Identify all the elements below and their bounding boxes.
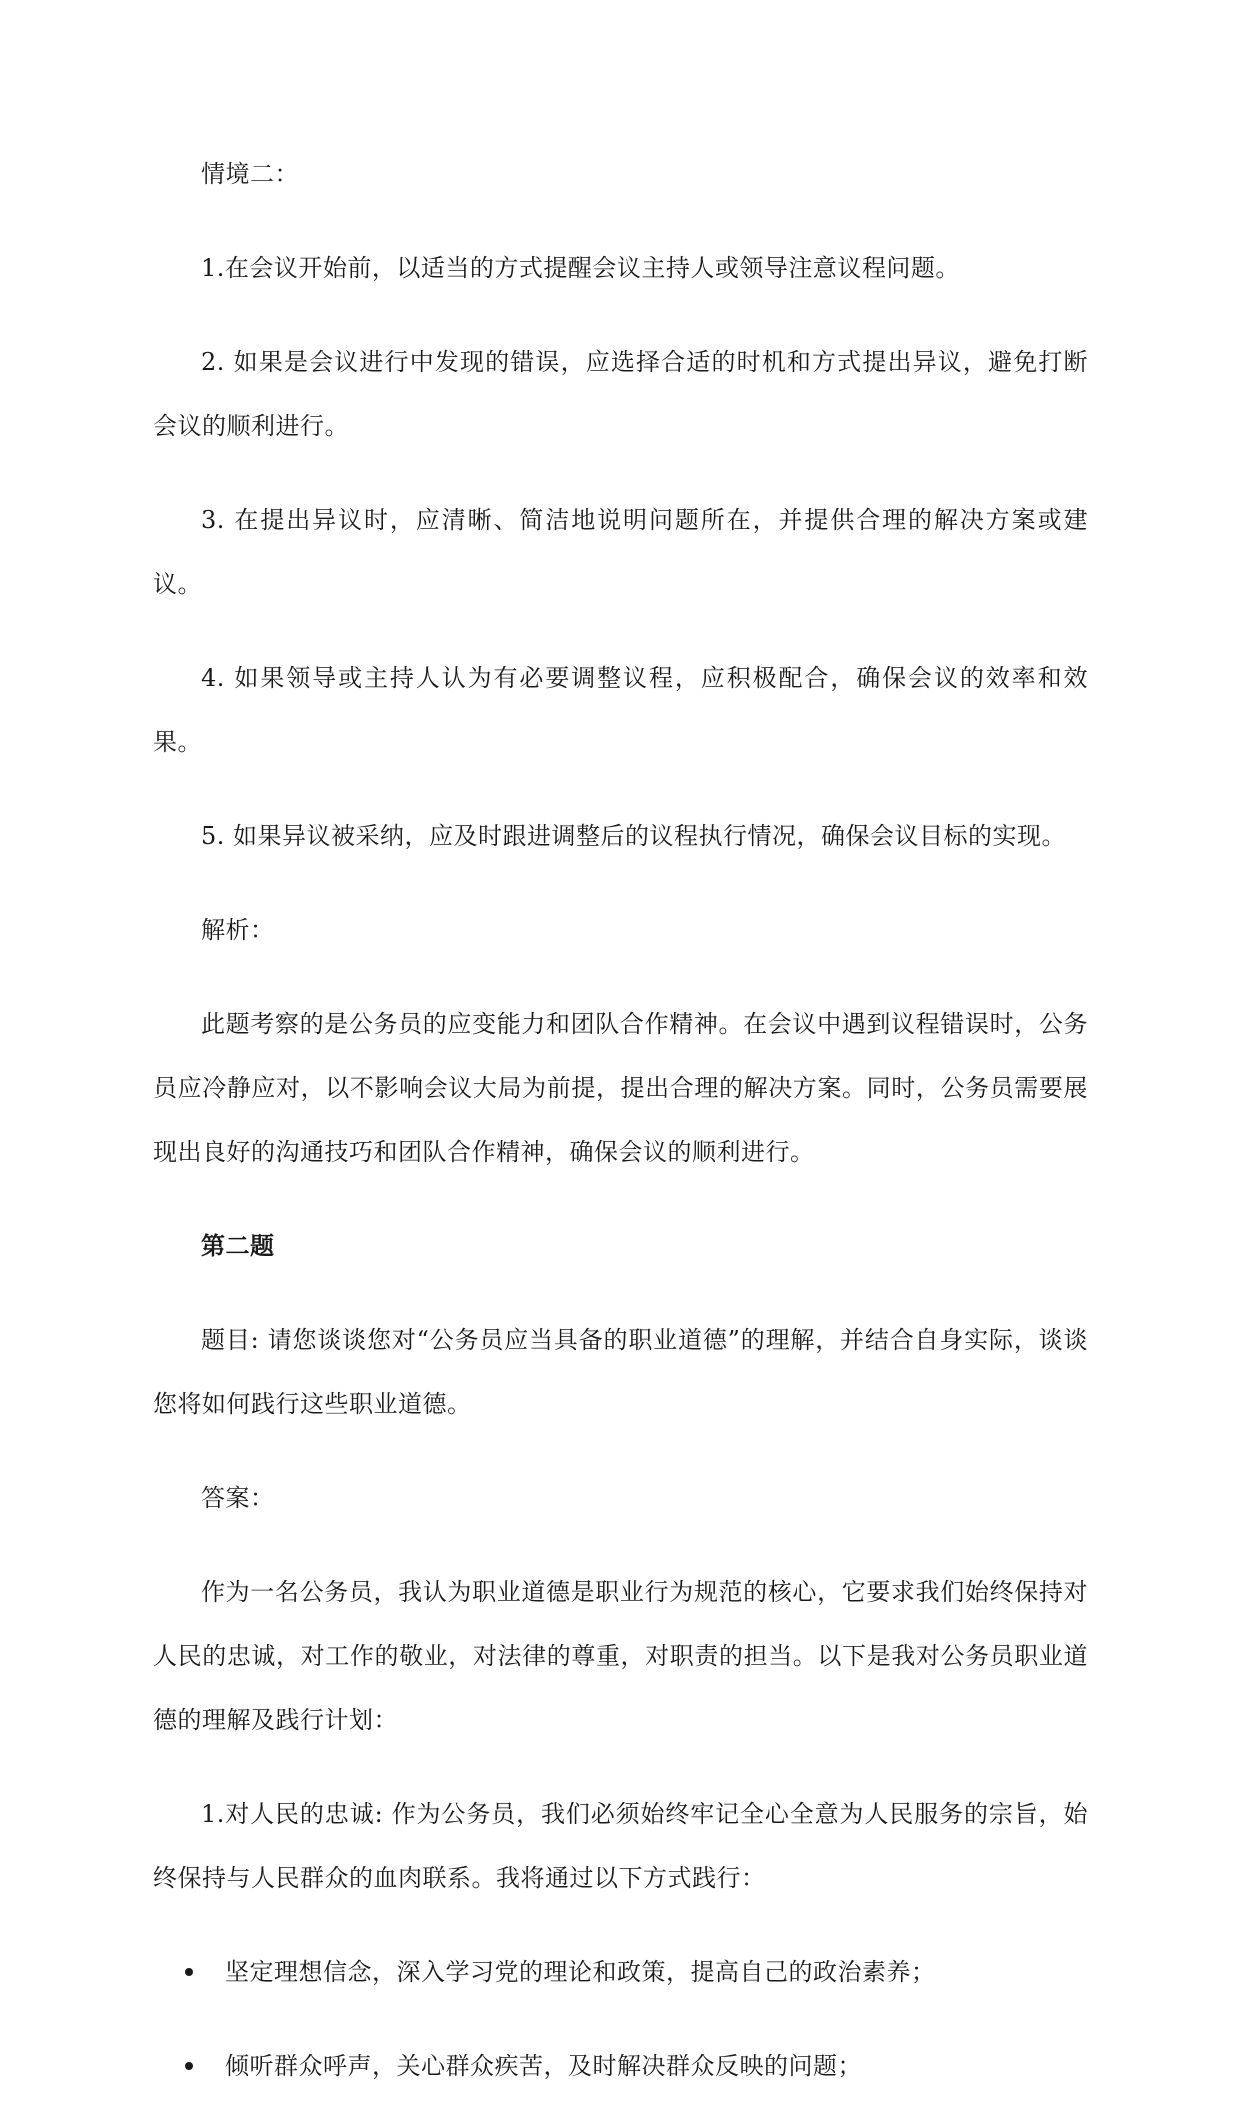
analysis-label: 解析： [201, 916, 275, 944]
question-text: 题目: 请您谈谈您对“公务员应当具备的职业道德”的理解，并结合自身实际，谈谈您将如何践行这些职业道德。 [153, 1326, 1088, 1418]
scenario-point-2: 2. 如果是会议进行中发现的错误，应选择合适的时机和方式提出异议，避免打断会议的顺利进行。 [153, 348, 1088, 440]
scenario-point-5: 5. 如果异议被采纳，应及时跟进调整后的议程执行情况，确保会议目标的实现。 [201, 822, 1067, 850]
practice-list [153, 1940, 1088, 2098]
scenario-two-label: 情境二： [201, 160, 299, 188]
list-item-text: 坚定理想信念，深入学习党的理论和政策，提高自己的政治素养； [225, 1958, 936, 1986]
bullet-icon [185, 1968, 193, 1976]
scenario-point-1: 1.在会议开始前，以适当的方式提醒会议主持人或领导注意议程问题。 [201, 254, 960, 282]
answer-point-1: 1.对人民的忠诚: 作为公务员，我们必须始终牢记全心全意为人民服务的宗旨，始终保持与人民群众的血肉联系。我将通过以下方式践行： [153, 1800, 1088, 1892]
scenario-point-3: 3. 在提出异议时，应清晰、简洁地说明问题所在，并提供合理的解决方案或建议。 [153, 506, 1088, 598]
list-item [153, 1940, 1088, 2004]
list-item-text: 倾听群众呼声，关心群众疾苦，及时解决群众反映的问题； [225, 2052, 862, 2080]
section-heading: 第二题 [201, 1231, 275, 1260]
answer-label: 答案： [201, 1484, 275, 1512]
scenario-point-4: 4. 如果领导或主持人认为有必要调整议程，应积极配合，确保会议的效率和效果。 [153, 664, 1088, 756]
analysis-text: 此题考察的是公务员的应变能力和团队合作精神。在会议中遇到议程错误时，公务员应冷静应对，以不影响会议大局为前提，提出合理的解决方案。同时，公务员需要展现出良好的沟通技巧和团队合作精神，确保会议的顺利进行。 [153, 1010, 1088, 1166]
list-item [153, 2034, 1088, 2098]
document-body [153, 142, 1088, 2128]
bullet-icon [185, 2062, 193, 2070]
answer-intro: 作为一名公务员，我认为职业道德是职业行为规范的核心，它要求我们始终保持对人民的忠诚，对工作的敬业，对法律的尊重，对职责的担当。以下是我对公务员职业道德的理解及践行计划： [153, 1578, 1088, 1734]
